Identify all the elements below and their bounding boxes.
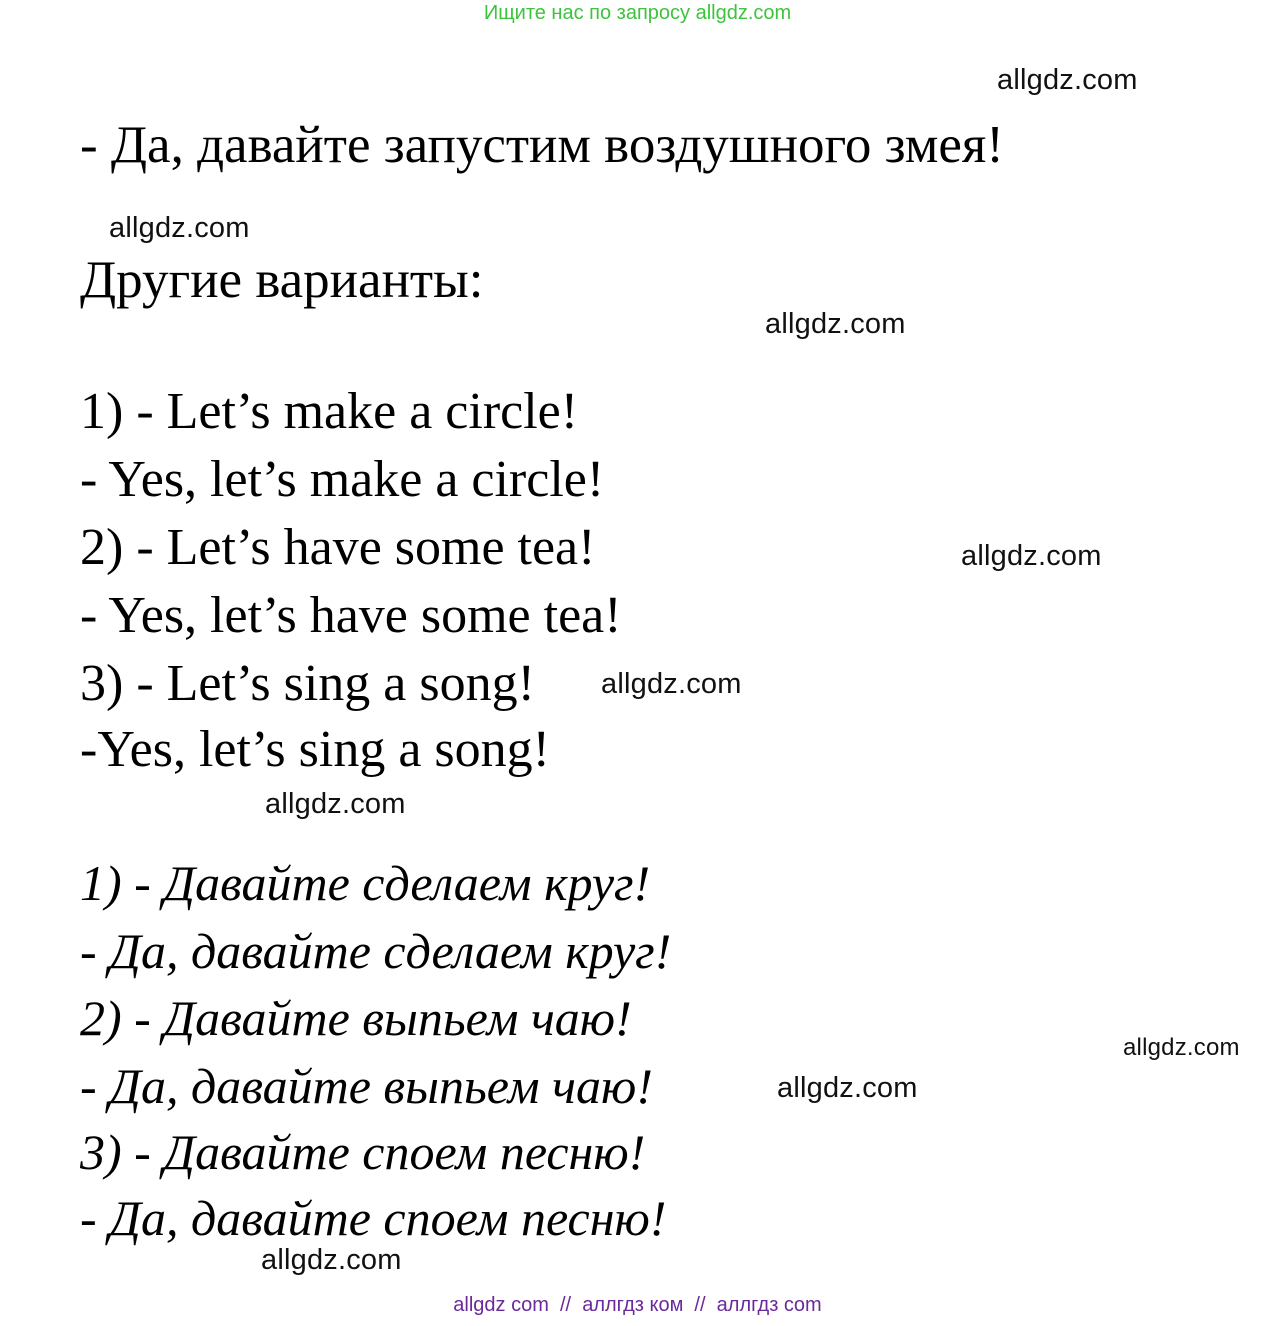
watermark: allgdz.com (765, 308, 906, 340)
alternatives-heading: Другие варианты: (80, 251, 484, 309)
top-banner: Ищите нас по запросу allgdz.com (483, 2, 792, 24)
bottom-banner: allgdz com // аллгдз ком // аллгдз com (453, 1294, 822, 1316)
russian-line: - Да, давайте сделаем круг! (80, 923, 672, 979)
russian-line: 1) - Давайте сделаем круг! (80, 855, 651, 911)
english-line: 3) - Let’s sing a song! (80, 655, 535, 712)
english-line: - Yes, let’s have some tea! (80, 587, 622, 644)
russian-line: - Да, давайте выпьем чаю! (80, 1058, 653, 1114)
watermark: allgdz.com (997, 64, 1138, 96)
watermark: allgdz.com (109, 212, 250, 244)
watermark: allgdz.com (961, 540, 1102, 572)
watermark: allgdz.com (601, 668, 742, 700)
watermark: allgdz.com (1123, 1034, 1240, 1061)
watermark: allgdz.com (265, 788, 406, 820)
russian-line: 3) - Давайте споем песню! (80, 1124, 646, 1180)
english-line: -Yes, let’s sing a song! (80, 721, 550, 778)
english-line: - Yes, let’s make a circle! (80, 451, 605, 508)
watermark: allgdz.com (777, 1072, 918, 1104)
russian-line: - Да, давайте споем песню! (80, 1190, 667, 1246)
watermark: allgdz.com (261, 1244, 402, 1276)
english-line: 1) - Let’s make a circle! (80, 383, 579, 440)
intro-line: - Да, давайте запустим воздушного змея! (80, 116, 1004, 174)
russian-line: 2) - Давайте выпьем чаю! (80, 990, 632, 1046)
english-line: 2) - Let’s have some tea! (80, 519, 596, 576)
